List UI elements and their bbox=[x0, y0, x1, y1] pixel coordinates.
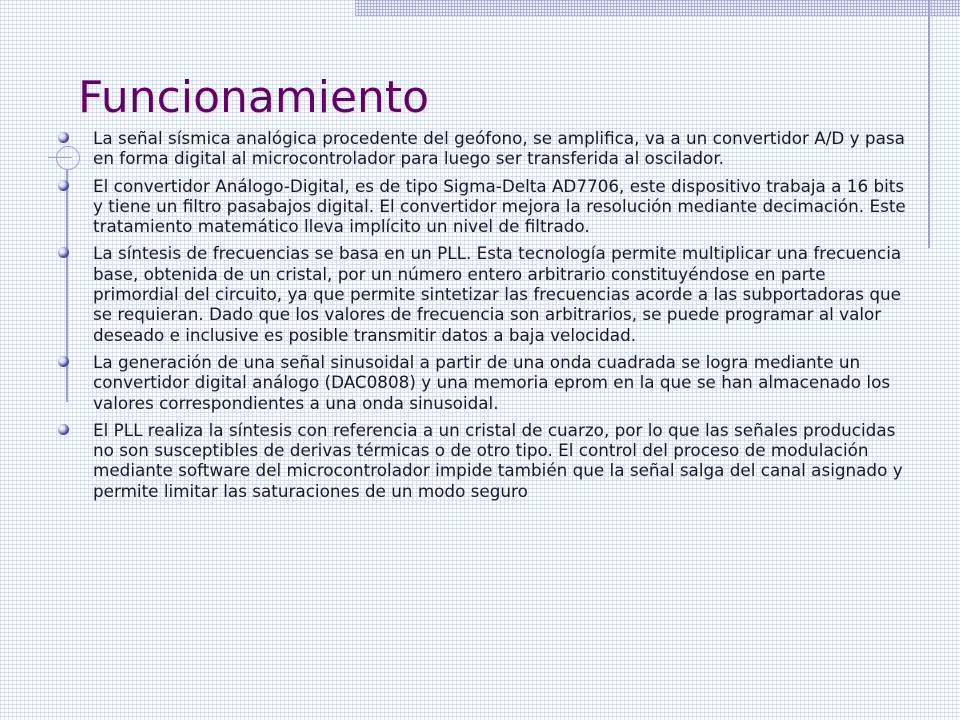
orb-bullet-icon bbox=[58, 180, 69, 191]
bullet-item bbox=[56, 420, 911, 501]
bullet-text: La generación de una señal sinusoidal a partir de una onda cuadrada se logra mediante un convertidor digital análogo (DAC0808) y una memoria eprom en la que se han almacenado los valores correspondientes a una onda sinusoidal. bbox=[93, 351, 891, 413]
bullet-text: El PLL realiza la síntesis con referencia a un cristal de cuarzo, por lo que las señales producidas no son susceptibles de derivas térmicas o de otro tipo. El control del proceso de modulación mediante software del microcontrolador impide también que la señal salga del canal asignado y permite limitar las saturaciones de un modo seguro bbox=[93, 419, 903, 501]
orb-bullet-icon bbox=[58, 247, 69, 258]
bullet-item bbox=[56, 176, 911, 237]
bullet-text: El convertidor Análogo-Digital, es de tipo Sigma-Delta AD7706, este dispositivo trabaja a 16 bits y tiene un filtro pasabajos digital. El convertidor mejora la resolución mediante decimación. Este tratamiento matemático lleva implícito un nivel de filtrado. bbox=[93, 175, 906, 237]
orb-bullet-icon bbox=[58, 424, 69, 435]
decorative-vertical-line-right bbox=[928, 0, 930, 248]
bullet-text: La síntesis de frecuencias se basa en un PLL. Esta tecnología permite multiplicar una frecuencia base, obtenida de un cristal, por un número entero arbitrario constituyéndose en parte primordial del circuito, ya que permite sintetizar las frecuencias acorde a las subportadoras que se requieran. Dado que los valores de frecuencia son arbitrarios, se puede programar al valor deseado e inclusive es posible transmitir datos a baja velocidad. bbox=[93, 243, 902, 345]
slide-title: Funcionamiento bbox=[78, 72, 430, 123]
bullet-item bbox=[56, 128, 911, 169]
bullet-text: La señal sísmica analógica procedente del geófono, se amplifica, va a un convertidor A/D y pasa en forma digital al microcontrolador para luego ser transferida al oscilador. bbox=[93, 128, 905, 169]
bullet-item bbox=[56, 243, 911, 344]
bullet-list bbox=[56, 128, 911, 508]
bullet-item bbox=[56, 352, 911, 413]
orb-bullet-icon bbox=[58, 356, 69, 367]
decorative-top-band bbox=[355, 0, 960, 16]
orb-bullet-icon bbox=[58, 132, 69, 143]
